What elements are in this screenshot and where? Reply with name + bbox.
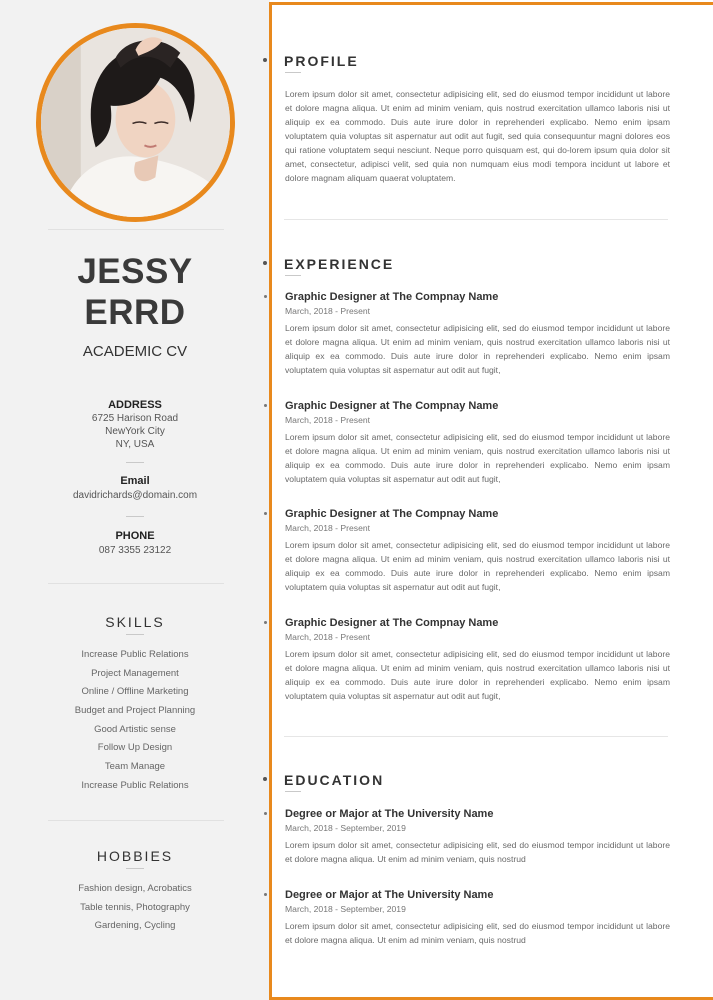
- job-title: Graphic Designer at The Compnay Name: [285, 291, 499, 303]
- email-label: Email: [120, 475, 150, 487]
- divider: [126, 516, 144, 517]
- bullet-icon: [264, 404, 267, 407]
- divider: [126, 868, 144, 869]
- divider: [126, 634, 144, 635]
- profile-heading: PROFILE: [284, 53, 359, 69]
- bullet-icon: [263, 58, 267, 62]
- address-line: NY, USA: [115, 439, 155, 450]
- skills-heading: SKILLS: [105, 614, 165, 630]
- skill-item: Online / Offline Marketing: [81, 686, 189, 698]
- job-description: Lorem ipsum dolor sit amet, consectetur adipisicing elit, sed do eiusmod tempor incididunt ut labore et dolore magna aliqua. Ut enim ad minim veniam, quis nostrud exercitation ullamco laboris nisi ut aliquip ex ea commodo. Duis aute irure dolor in reprehenderi explicabo. Nemo enim ipsam voluptatem quia voluptas sit aspernatur aut odit aut fugit,: [285, 540, 670, 592]
- heading-underline: [285, 72, 301, 73]
- phone-label: PHONE: [115, 530, 155, 542]
- hobbies-list: [0, 880, 270, 936]
- email-value[interactable]: davidrichards@domain.com: [72, 490, 198, 501]
- job-description: Lorem ipsum dolor sit amet, consectetur adipisicing elit, sed do eiusmod tempor incididunt ut labore et dolore magna aliqua. Ut enim ad minim veniam, quis nostrud exercitation ullamco laboris nisi ut aliquip ex ea commodo. Duis aute irure dolor in reprehenderi explicabo. Nemo enim ipsam voluptatem quia voluptas sit aspernatur aut odit aut fugit,: [285, 432, 670, 484]
- skill-item: Good Artistic sense: [94, 723, 176, 735]
- degree-description: Lorem ipsum dolor sit amet, consectetur adipisicing elit, sed do eiusmod tempor incididunt ut labore et dolore magna aliqua. Ut enim ad minim veniam, quis nostrud: [285, 840, 670, 864]
- job-title: Graphic Designer at The Compnay Name: [285, 508, 499, 520]
- bullet-icon: [264, 621, 267, 624]
- job-date: March, 2018 - Present: [285, 306, 371, 316]
- skill-item: Increase Public Relations: [81, 649, 189, 660]
- bullet-icon: [264, 812, 267, 815]
- bullet-icon: [264, 512, 267, 515]
- job-date: March, 2018 - Present: [285, 632, 371, 642]
- divider: [48, 229, 224, 230]
- job-description: Lorem ipsum dolor sit amet, consectetur adipisicing elit, sed do eiusmod tempor incididunt ut labore et dolore magna aliqua. Ut enim ad minim veniam, quis nostrud exercitation ullamco laboris nisi ut aliquip ex ea commodo. Duis aute irure dolor in reprehenderi explicabo. Nemo enim ipsam voluptatem quia voluptas sit aspernatur aut odit aut fugit,: [285, 323, 670, 375]
- phone-value: 087 3355 23122: [98, 545, 172, 556]
- bullet-icon: [263, 261, 267, 265]
- divider: [126, 462, 144, 463]
- hobby-item: Table tennis, Photography: [80, 901, 190, 913]
- divider: [48, 820, 224, 821]
- job-date: March, 2018 - Present: [285, 523, 371, 533]
- bullet-icon: [263, 777, 267, 781]
- profile-photo-frame: [36, 23, 235, 222]
- job-title: Graphic Designer at The Compnay Name: [285, 400, 499, 412]
- profile-photo: [41, 28, 230, 217]
- heading-underline: [285, 791, 301, 792]
- cv-subtitle: ACADEMIC CV: [82, 343, 188, 360]
- address-line: 6725 Harison Road: [91, 413, 179, 424]
- name-first: JESSY: [77, 252, 193, 291]
- name-last: ERRD: [84, 293, 186, 332]
- job-date: March, 2018 - Present: [285, 415, 371, 425]
- profile-text: Lorem ipsum dolor sit amet, consectetur adipisicing elit, sed do eiusmod tempor incididunt ut labore et dolore magna aliqua. Ut enim ad minim veniam, quis nostrud exercitation ullamco laboris nisi ut aliquip ex ea commodo. Duis aute irure dolor in reprehenderi explicabo. Nemo enim ipsam voluptatem quia voluptas sit aspernatur aut odit aut fugit, sed quia consequuntur magni dolores eos qui ratione voluptatem sequi nesciunt. Neque porro quisquam est, qui do-lorem ipsum quia dolor sit amet, consectetur, adipisci velit, sed quia non numquam eius modi tempora incidunt ut labore et dolore magnam aliquam quaerat voluptatem.: [285, 89, 670, 183]
- bullet-icon: [264, 295, 267, 298]
- address-label: ADDRESS: [108, 399, 162, 411]
- degree-title: Degree or Major at The University Name: [285, 808, 494, 820]
- hobby-item: Fashion design, Acrobatics: [78, 883, 192, 894]
- education-heading: EDUCATION: [284, 772, 385, 788]
- degree-description: Lorem ipsum dolor sit amet, consectetur adipisicing elit, sed do eiusmod tempor incididunt ut labore et dolore magna aliqua. Ut enim ad minim veniam, quis nostrud: [285, 921, 670, 945]
- experience-heading: EXPERIENCE: [284, 256, 395, 272]
- skill-item: Increase Public Relations: [81, 779, 189, 791]
- sidebar: [0, 0, 270, 1000]
- degree-date: March, 2018 - September, 2019: [285, 823, 406, 833]
- address-line: NewYork City: [105, 426, 165, 437]
- degree-title: Degree or Major at The University Name: [285, 889, 494, 901]
- hobbies-heading: HOBBIES: [96, 848, 174, 864]
- degree-date: March, 2018 - September, 2019: [285, 904, 406, 914]
- divider: [48, 583, 224, 584]
- skills-list: [0, 646, 270, 796]
- job-title: Graphic Designer at The Compnay Name: [285, 617, 499, 629]
- bullet-icon: [264, 893, 267, 896]
- divider: [284, 736, 668, 737]
- heading-underline: [285, 275, 301, 276]
- hobby-item: Gardening, Cycling: [94, 920, 176, 932]
- skill-item: Project Management: [91, 667, 179, 679]
- divider: [284, 219, 668, 220]
- job-description: Lorem ipsum dolor sit amet, consectetur adipisicing elit, sed do eiusmod tempor incididunt ut labore et dolore magna aliqua. Ut enim ad minim veniam, quis nostrud exercitation ullamco laboris nisi ut aliquip ex ea commodo. Duis aute irure dolor in reprehenderi explicabo. Nemo enim ipsam voluptatem quia voluptas sit aspernatur aut odit aut fugit,: [285, 649, 670, 701]
- skill-item: Team Manage: [104, 761, 166, 773]
- skill-item: Follow Up Design: [97, 742, 173, 754]
- skill-item: Budget and Project Planning: [74, 705, 196, 717]
